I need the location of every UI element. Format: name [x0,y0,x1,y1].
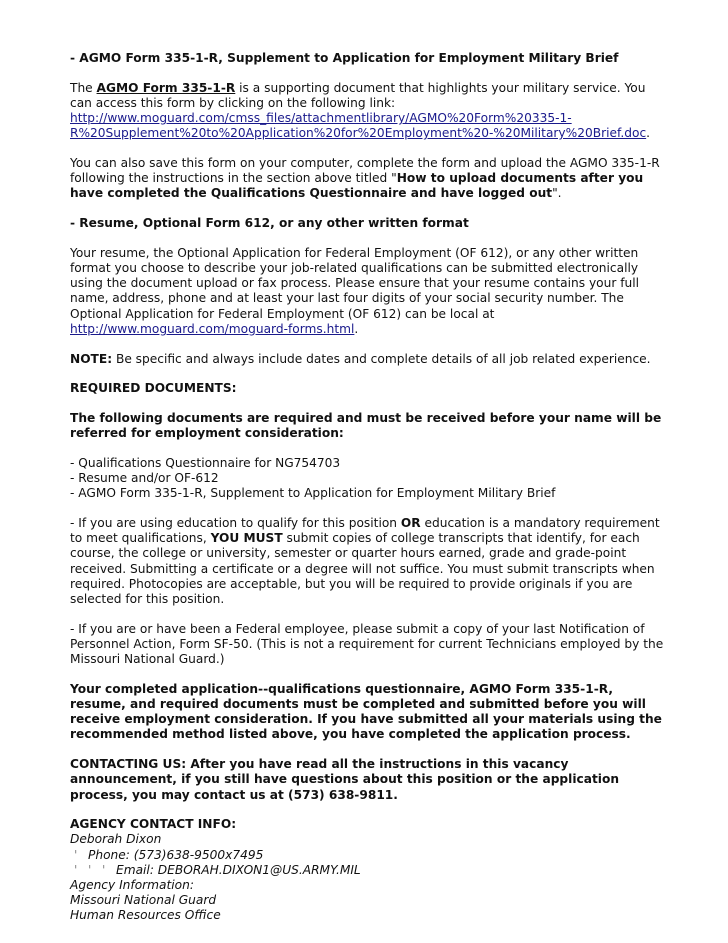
list-item: - AGMO Form 335-1-R, Supplement to Application for Employment Military Brief [70,486,556,501]
required-documents-intro: The following documents are required and must be received before your name will be referred for employment consideration: [70,410,662,441]
document-page [70,51,670,924]
moguard-forms-link[interactable]: http://www.moguard.com/moguard-forms.html [70,321,355,336]
tab-marker-icon: ' [74,862,78,877]
contact-name: Deborah Dixon [70,832,162,847]
required-documents-list [70,456,670,502]
agmo-upload-instructions: You can also save this form on your computer, complete the form and upload the AGMO 335-1-R following the instructions in the section above titled "How to upload documents after you have completed the Qualifications Questionnaire and have logged out". [70,156,660,201]
contact-email-line [70,863,670,878]
agmo-form-description: The AGMO Form 335-1-R is a supporting document that highlights your military service. You can access this form by clicking on the following link: http://www.moguard.com/cmss_files/attachmentlibrary/AGMO%20Form%20335-1-R%20Supplement%20to%20Application%20for%20Employment%20-%20Military%20Brief.doc. [70,80,651,141]
note-paragraph: NOTE: Be specific and always include dates and complete details of all job related experience. [70,351,651,366]
agency-office: Human Resources Office [70,908,221,923]
agency-contact-heading: AGENCY CONTACT INFO: [70,817,237,832]
list-item: - Resume and/or OF-612 [70,471,219,486]
agency-information-label: Agency Information: [70,878,194,893]
contacting-us: CONTACTING US: After you have read all the instructions in this vacancy announcement, if you still have questions about this position or the application process, you may contact us at (573) 638-9811. [70,757,620,802]
agmo-form-link[interactable]: AGMO Form 335-1-R [96,80,236,95]
tab-marker-icon: ' [88,862,92,877]
list-item: - Qualifications Questionnaire for NG754703 [70,455,341,470]
tab-marker-icon: ' [74,847,78,862]
contact-phone: Phone: (573)638-9500x7495 [88,847,264,862]
upload-section-title: How to upload documents after you have completed the Qualifications Questionnaire and have logged out [70,171,644,201]
tab-marker-icon: ' [102,862,106,877]
contact-email: Email: DEBORAH.DIXON1@US.ARMY.MIL [116,862,361,877]
resume-description: Your resume, the Optional Application for Federal Employment (OF 612), or any other written format you choose to describe your job-related qualifications can be submitted electronically using the document upload or fax process. Please ensure that your resume contains your full name, address, phone and at least your last four digits of your social security number. The Optional Application for Federal Employment (OF 612) can be local at http://www.moguard.com/moguard-forms.html. [70,245,640,336]
agmo-form-url-link[interactable]: http://www.moguard.com/cmss_files/attachmentlibrary/AGMO%20Form%20335-1-R%20Supplement%20to%20Application%20for%20Employment%20-%20Military%20Brief.doc [70,111,647,141]
agency-org: Missouri National Guard [70,893,217,908]
section-heading-resume: - Resume, Optional Form 612, or any other written format [70,216,469,231]
note-label: NOTE: [70,351,113,366]
contact-phone-line [70,848,670,863]
required-documents-heading: REQUIRED DOCUMENTS: [70,381,237,396]
completed-application-note: Your completed application--qualifications questionnaire, AGMO Form 335-1-R, resume, and required documents must be completed and submitted before you will receive employment consideration. If you have submitted all your materials using the recommended method listed above, you have completed the application process. [70,681,662,742]
section-heading-agmo-form: - AGMO Form 335-1-R, Supplement to Application for Employment Military Brief [70,51,619,65]
education-requirement: - If you are using education to qualify for this position OR education is a mandatory requirement to meet qualifications, YOU MUST submit copies of college transcripts that identify, for each course, the college or university, semester or quarter hours earned, grade and grade-point received. Submitting a certificate or a degree will not suffice. You must submit transcripts when required. Photocopies are acceptable, but you will be required to provide originals if you are selected for this position. [70,515,660,606]
federal-employee-note: - If you are or have been a Federal employee, please submit a copy of your last Notification of Personnel Action, Form SF-50. (This is not a requirement for current Technicians employed by the Missouri National Guard.) [70,621,664,667]
